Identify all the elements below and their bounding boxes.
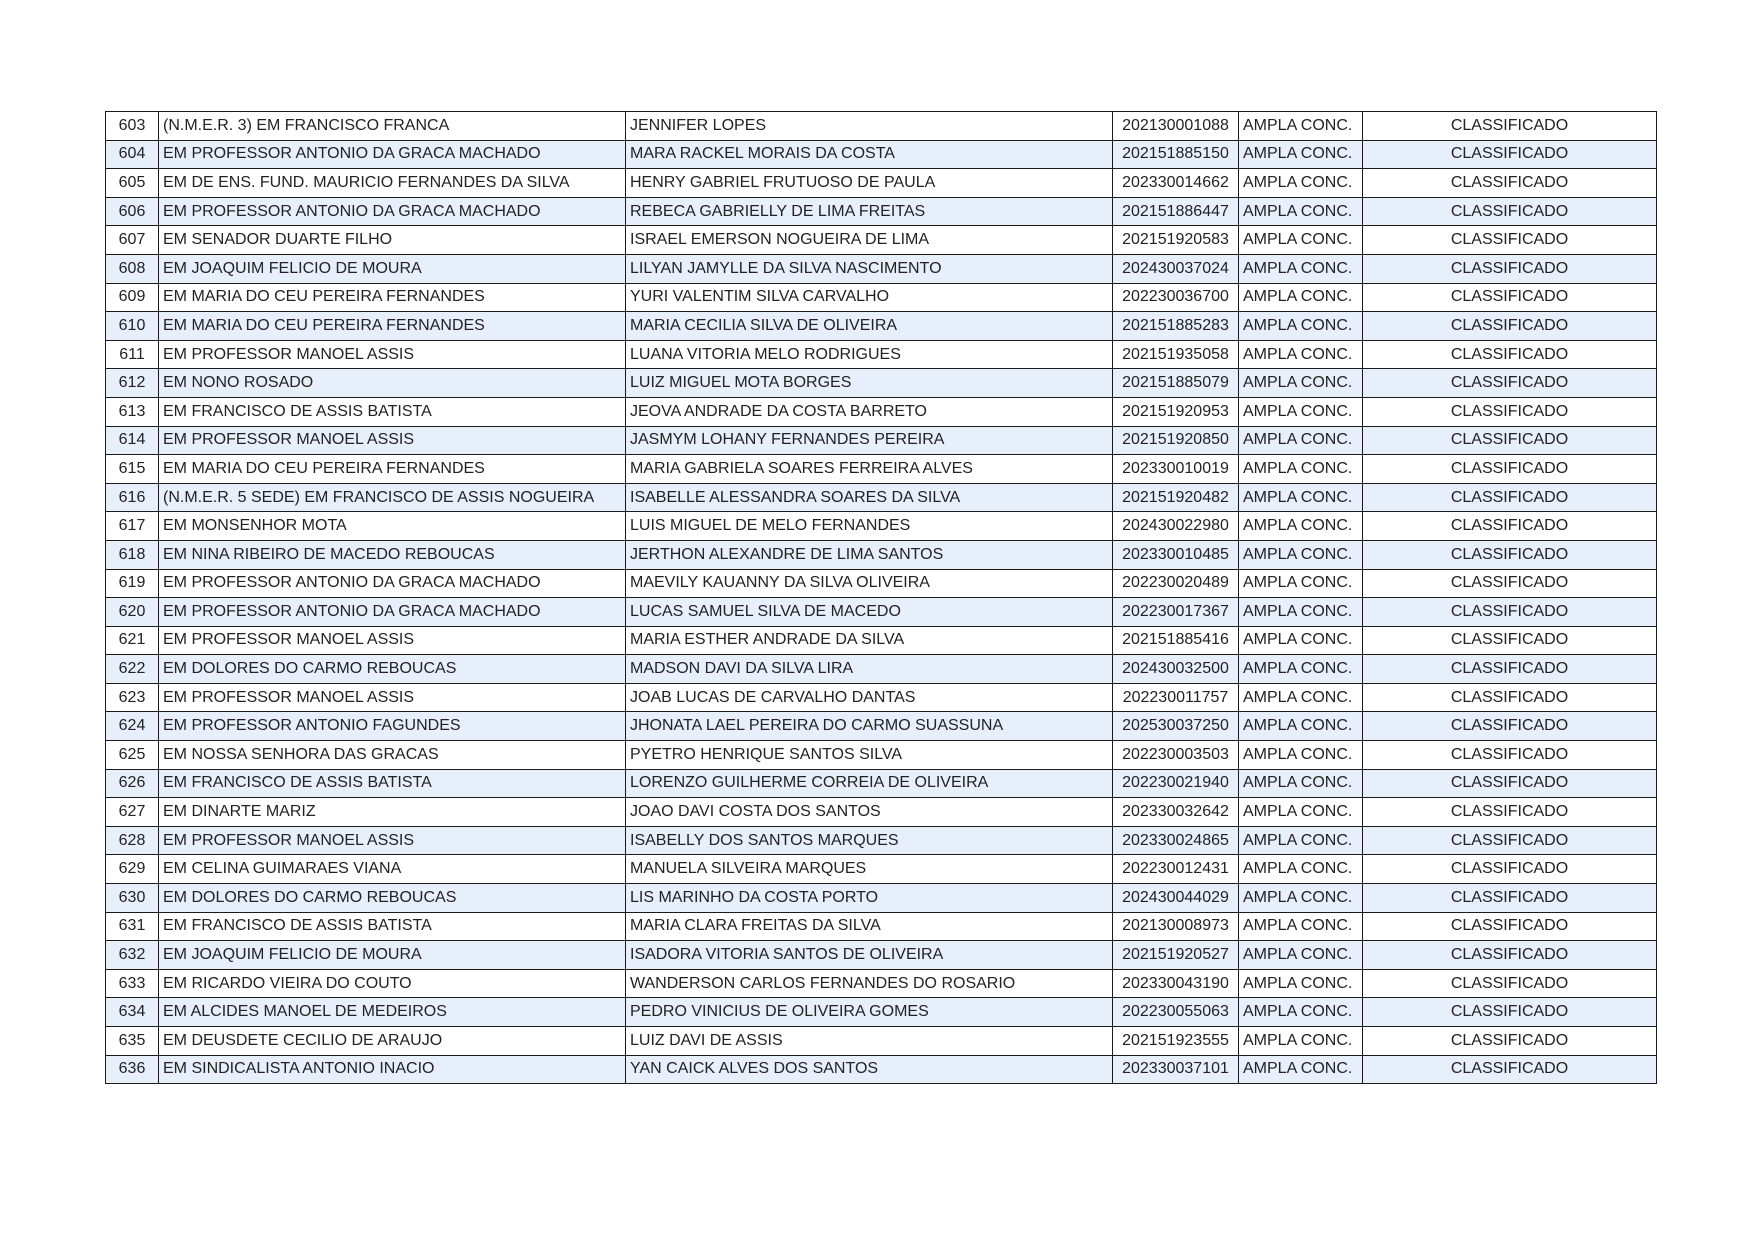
status-cell: CLASSIFICADO xyxy=(1363,540,1657,569)
school-cell: (N.M.E.R. 5 SEDE) EM FRANCISCO DE ASSIS NOGUEIRA xyxy=(159,483,626,512)
row-number-cell: 610 xyxy=(106,312,159,341)
student-name-cell: JOAB LUCAS DE CARVALHO DANTAS xyxy=(626,683,1113,712)
school-cell: EM NINA RIBEIRO DE MACEDO REBOUCAS xyxy=(159,540,626,569)
quota-cell: AMPLA CONC. xyxy=(1239,941,1363,970)
status-cell: CLASSIFICADO xyxy=(1363,798,1657,827)
quota-cell: AMPLA CONC. xyxy=(1239,769,1363,798)
registration-cell: 202330014662 xyxy=(1113,169,1239,198)
student-name-cell: MAEVILY KAUANNY DA SILVA OLIVEIRA xyxy=(626,569,1113,598)
school-cell: EM PROFESSOR MANOEL ASSIS xyxy=(159,426,626,455)
table-row xyxy=(106,941,1657,970)
school-cell: EM MARIA DO CEU PEREIRA FERNANDES xyxy=(159,312,626,341)
status-cell: CLASSIFICADO xyxy=(1363,741,1657,770)
registration-cell: 202430032500 xyxy=(1113,655,1239,684)
school-cell: EM ALCIDES MANOEL DE MEDEIROS xyxy=(159,998,626,1027)
registration-cell: 202430022980 xyxy=(1113,512,1239,541)
row-number-cell: 613 xyxy=(106,397,159,426)
school-cell: (N.M.E.R. 3) EM FRANCISCO FRANCA xyxy=(159,112,626,141)
quota-cell: AMPLA CONC. xyxy=(1239,455,1363,484)
status-cell: CLASSIFICADO xyxy=(1363,626,1657,655)
table-row xyxy=(106,741,1657,770)
table-row xyxy=(106,826,1657,855)
table-row xyxy=(106,569,1657,598)
row-number-cell: 604 xyxy=(106,140,159,169)
student-name-cell: MARIA ESTHER ANDRADE DA SILVA xyxy=(626,626,1113,655)
student-name-cell: ISADORA VITORIA SANTOS DE OLIVEIRA xyxy=(626,941,1113,970)
registration-cell: 202230020489 xyxy=(1113,569,1239,598)
quota-cell: AMPLA CONC. xyxy=(1239,112,1363,141)
quota-cell: AMPLA CONC. xyxy=(1239,540,1363,569)
school-cell: EM PROFESSOR MANOEL ASSIS xyxy=(159,626,626,655)
quota-cell: AMPLA CONC. xyxy=(1239,426,1363,455)
school-cell: EM MONSENHOR MOTA xyxy=(159,512,626,541)
status-cell: CLASSIFICADO xyxy=(1363,512,1657,541)
table-row xyxy=(106,369,1657,398)
school-cell: EM JOAQUIM FELICIO DE MOURA xyxy=(159,254,626,283)
row-number-cell: 628 xyxy=(106,826,159,855)
quota-cell: AMPLA CONC. xyxy=(1239,569,1363,598)
table-row xyxy=(106,455,1657,484)
quota-cell: AMPLA CONC. xyxy=(1239,197,1363,226)
student-name-cell: LORENZO GUILHERME CORREIA DE OLIVEIRA xyxy=(626,769,1113,798)
row-number-cell: 611 xyxy=(106,340,159,369)
school-cell: EM DOLORES DO CARMO REBOUCAS xyxy=(159,655,626,684)
registration-cell: 202430044029 xyxy=(1113,884,1239,913)
student-name-cell: PYETRO HENRIQUE SANTOS SILVA xyxy=(626,741,1113,770)
table-row xyxy=(106,540,1657,569)
status-cell: CLASSIFICADO xyxy=(1363,598,1657,627)
school-cell: EM RICARDO VIEIRA DO COUTO xyxy=(159,969,626,998)
status-cell: CLASSIFICADO xyxy=(1363,397,1657,426)
school-cell: EM PROFESSOR MANOEL ASSIS xyxy=(159,683,626,712)
status-cell: CLASSIFICADO xyxy=(1363,226,1657,255)
status-cell: CLASSIFICADO xyxy=(1363,826,1657,855)
status-cell: CLASSIFICADO xyxy=(1363,683,1657,712)
table-row xyxy=(106,798,1657,827)
student-name-cell: ISRAEL EMERSON NOGUEIRA DE LIMA xyxy=(626,226,1113,255)
table-row xyxy=(106,1055,1657,1084)
student-name-cell: JHONATA LAEL PEREIRA DO CARMO SUASSUNA xyxy=(626,712,1113,741)
quota-cell: AMPLA CONC. xyxy=(1239,626,1363,655)
row-number-cell: 634 xyxy=(106,998,159,1027)
quota-cell: AMPLA CONC. xyxy=(1239,369,1363,398)
row-number-cell: 624 xyxy=(106,712,159,741)
row-number-cell: 636 xyxy=(106,1055,159,1084)
student-name-cell: HENRY GABRIEL FRUTUOSO DE PAULA xyxy=(626,169,1113,198)
student-name-cell: LIS MARINHO DA COSTA PORTO xyxy=(626,884,1113,913)
school-cell: EM MARIA DO CEU PEREIRA FERNANDES xyxy=(159,455,626,484)
school-cell: EM SENADOR DUARTE FILHO xyxy=(159,226,626,255)
quota-cell: AMPLA CONC. xyxy=(1239,826,1363,855)
student-name-cell: YAN CAICK ALVES DOS SANTOS xyxy=(626,1055,1113,1084)
table-row xyxy=(106,884,1657,913)
quota-cell: AMPLA CONC. xyxy=(1239,483,1363,512)
quota-cell: AMPLA CONC. xyxy=(1239,912,1363,941)
table-row xyxy=(106,112,1657,141)
school-cell: EM PROFESSOR ANTONIO DA GRACA MACHADO xyxy=(159,140,626,169)
registration-cell: 202151920527 xyxy=(1113,941,1239,970)
registration-cell: 202151885283 xyxy=(1113,312,1239,341)
table-row xyxy=(106,340,1657,369)
school-cell: EM FRANCISCO DE ASSIS BATISTA xyxy=(159,769,626,798)
row-number-cell: 626 xyxy=(106,769,159,798)
quota-cell: AMPLA CONC. xyxy=(1239,397,1363,426)
registration-cell: 202151935058 xyxy=(1113,340,1239,369)
row-number-cell: 632 xyxy=(106,941,159,970)
status-cell: CLASSIFICADO xyxy=(1363,912,1657,941)
quota-cell: AMPLA CONC. xyxy=(1239,712,1363,741)
quota-cell: AMPLA CONC. xyxy=(1239,884,1363,913)
student-name-cell: ISABELLY DOS SANTOS MARQUES xyxy=(626,826,1113,855)
school-cell: EM NOSSA SENHORA DAS GRACAS xyxy=(159,741,626,770)
school-cell: EM MARIA DO CEU PEREIRA FERNANDES xyxy=(159,283,626,312)
quota-cell: AMPLA CONC. xyxy=(1239,169,1363,198)
quota-cell: AMPLA CONC. xyxy=(1239,226,1363,255)
registration-cell: 202130001088 xyxy=(1113,112,1239,141)
table-row xyxy=(106,397,1657,426)
table-row xyxy=(106,855,1657,884)
table-row xyxy=(106,683,1657,712)
student-name-cell: LUIZ DAVI DE ASSIS xyxy=(626,1027,1113,1056)
student-name-cell: LUANA VITORIA MELO RODRIGUES xyxy=(626,340,1113,369)
row-number-cell: 605 xyxy=(106,169,159,198)
status-cell: CLASSIFICADO xyxy=(1363,855,1657,884)
table-row xyxy=(106,655,1657,684)
school-cell: EM PROFESSOR MANOEL ASSIS xyxy=(159,826,626,855)
student-name-cell: JERTHON ALEXANDRE DE LIMA SANTOS xyxy=(626,540,1113,569)
status-cell: CLASSIFICADO xyxy=(1363,169,1657,198)
student-name-cell: PEDRO VINICIUS DE OLIVEIRA GOMES xyxy=(626,998,1113,1027)
status-cell: CLASSIFICADO xyxy=(1363,197,1657,226)
registration-cell: 202530037250 xyxy=(1113,712,1239,741)
registration-cell: 202330010019 xyxy=(1113,455,1239,484)
table-row xyxy=(106,226,1657,255)
row-number-cell: 615 xyxy=(106,455,159,484)
student-name-cell: LILYAN JAMYLLE DA SILVA NASCIMENTO xyxy=(626,254,1113,283)
classification-table-body xyxy=(106,112,1657,1084)
registration-cell: 202151885416 xyxy=(1113,626,1239,655)
student-name-cell: MARA RACKEL MORAIS DA COSTA xyxy=(626,140,1113,169)
status-cell: CLASSIFICADO xyxy=(1363,254,1657,283)
registration-cell: 202151920583 xyxy=(1113,226,1239,255)
classification-table xyxy=(105,111,1657,1084)
school-cell: EM DEUSDETE CECILIO DE ARAUJO xyxy=(159,1027,626,1056)
school-cell: EM FRANCISCO DE ASSIS BATISTA xyxy=(159,912,626,941)
school-cell: EM FRANCISCO DE ASSIS BATISTA xyxy=(159,397,626,426)
table-row xyxy=(106,969,1657,998)
student-name-cell: WANDERSON CARLOS FERNANDES DO ROSARIO xyxy=(626,969,1113,998)
registration-cell: 202151920953 xyxy=(1113,397,1239,426)
student-name-cell: JEOVA ANDRADE DA COSTA BARRETO xyxy=(626,397,1113,426)
student-name-cell: JOAO DAVI COSTA DOS SANTOS xyxy=(626,798,1113,827)
school-cell: EM DE ENS. FUND. MAURICIO FERNANDES DA SILVA xyxy=(159,169,626,198)
row-number-cell: 620 xyxy=(106,598,159,627)
quota-cell: AMPLA CONC. xyxy=(1239,969,1363,998)
row-number-cell: 608 xyxy=(106,254,159,283)
row-number-cell: 614 xyxy=(106,426,159,455)
row-number-cell: 625 xyxy=(106,741,159,770)
status-cell: CLASSIFICADO xyxy=(1363,312,1657,341)
school-cell: EM CELINA GUIMARAES VIANA xyxy=(159,855,626,884)
student-name-cell: REBECA GABRIELLY DE LIMA FREITAS xyxy=(626,197,1113,226)
row-number-cell: 630 xyxy=(106,884,159,913)
registration-cell: 202330010485 xyxy=(1113,540,1239,569)
row-number-cell: 619 xyxy=(106,569,159,598)
table-row xyxy=(106,998,1657,1027)
quota-cell: AMPLA CONC. xyxy=(1239,598,1363,627)
school-cell: EM JOAQUIM FELICIO DE MOURA xyxy=(159,941,626,970)
school-cell: EM SINDICALISTA ANTONIO INACIO xyxy=(159,1055,626,1084)
table-row xyxy=(106,598,1657,627)
row-number-cell: 627 xyxy=(106,798,159,827)
quota-cell: AMPLA CONC. xyxy=(1239,340,1363,369)
row-number-cell: 623 xyxy=(106,683,159,712)
status-cell: CLASSIFICADO xyxy=(1363,1027,1657,1056)
student-name-cell: MADSON DAVI DA SILVA LIRA xyxy=(626,655,1113,684)
student-name-cell: MARIA CLARA FREITAS DA SILVA xyxy=(626,912,1113,941)
table-row xyxy=(106,254,1657,283)
student-name-cell: MARIA GABRIELA SOARES FERREIRA ALVES xyxy=(626,455,1113,484)
quota-cell: AMPLA CONC. xyxy=(1239,1055,1363,1084)
registration-cell: 202130008973 xyxy=(1113,912,1239,941)
table-row xyxy=(106,512,1657,541)
status-cell: CLASSIFICADO xyxy=(1363,712,1657,741)
row-number-cell: 609 xyxy=(106,283,159,312)
row-number-cell: 606 xyxy=(106,197,159,226)
registration-cell: 202330032642 xyxy=(1113,798,1239,827)
row-number-cell: 607 xyxy=(106,226,159,255)
school-cell: EM PROFESSOR MANOEL ASSIS xyxy=(159,340,626,369)
registration-cell: 202230021940 xyxy=(1113,769,1239,798)
table-row xyxy=(106,169,1657,198)
status-cell: CLASSIFICADO xyxy=(1363,998,1657,1027)
status-cell: CLASSIFICADO xyxy=(1363,769,1657,798)
registration-cell: 202151920482 xyxy=(1113,483,1239,512)
student-name-cell: JASMYM LOHANY FERNANDES PEREIRA xyxy=(626,426,1113,455)
student-name-cell: ISABELLE ALESSANDRA SOARES DA SILVA xyxy=(626,483,1113,512)
row-number-cell: 618 xyxy=(106,540,159,569)
status-cell: CLASSIFICADO xyxy=(1363,140,1657,169)
table-row xyxy=(106,626,1657,655)
table-row xyxy=(106,426,1657,455)
registration-cell: 202151885150 xyxy=(1113,140,1239,169)
row-number-cell: 617 xyxy=(106,512,159,541)
row-number-cell: 633 xyxy=(106,969,159,998)
status-cell: CLASSIFICADO xyxy=(1363,340,1657,369)
quota-cell: AMPLA CONC. xyxy=(1239,1027,1363,1056)
table-row xyxy=(106,312,1657,341)
student-name-cell: LUIZ MIGUEL MOTA BORGES xyxy=(626,369,1113,398)
quota-cell: AMPLA CONC. xyxy=(1239,655,1363,684)
row-number-cell: 629 xyxy=(106,855,159,884)
quota-cell: AMPLA CONC. xyxy=(1239,283,1363,312)
quota-cell: AMPLA CONC. xyxy=(1239,683,1363,712)
row-number-cell: 603 xyxy=(106,112,159,141)
student-name-cell: LUCAS SAMUEL SILVA DE MACEDO xyxy=(626,598,1113,627)
status-cell: CLASSIFICADO xyxy=(1363,483,1657,512)
status-cell: CLASSIFICADO xyxy=(1363,884,1657,913)
quota-cell: AMPLA CONC. xyxy=(1239,254,1363,283)
student-name-cell: MARIA CECILIA SILVA DE OLIVEIRA xyxy=(626,312,1113,341)
status-cell: CLASSIFICADO xyxy=(1363,969,1657,998)
table-row xyxy=(106,769,1657,798)
row-number-cell: 616 xyxy=(106,483,159,512)
table-row xyxy=(106,140,1657,169)
registration-cell: 202151886447 xyxy=(1113,197,1239,226)
registration-cell: 202230011757 xyxy=(1113,683,1239,712)
student-name-cell: YURI VALENTIM SILVA CARVALHO xyxy=(626,283,1113,312)
student-name-cell: LUIS MIGUEL DE MELO FERNANDES xyxy=(626,512,1113,541)
status-cell: CLASSIFICADO xyxy=(1363,426,1657,455)
registration-cell: 202430037024 xyxy=(1113,254,1239,283)
status-cell: CLASSIFICADO xyxy=(1363,283,1657,312)
status-cell: CLASSIFICADO xyxy=(1363,369,1657,398)
registration-cell: 202330024865 xyxy=(1113,826,1239,855)
row-number-cell: 621 xyxy=(106,626,159,655)
status-cell: CLASSIFICADO xyxy=(1363,569,1657,598)
registration-cell: 202330043190 xyxy=(1113,969,1239,998)
registration-cell: 202230036700 xyxy=(1113,283,1239,312)
student-name-cell: MANUELA SILVEIRA MARQUES xyxy=(626,855,1113,884)
school-cell: EM PROFESSOR ANTONIO DA GRACA MACHADO xyxy=(159,598,626,627)
quota-cell: AMPLA CONC. xyxy=(1239,855,1363,884)
school-cell: EM NONO ROSADO xyxy=(159,369,626,398)
quota-cell: AMPLA CONC. xyxy=(1239,998,1363,1027)
school-cell: EM PROFESSOR ANTONIO FAGUNDES xyxy=(159,712,626,741)
row-number-cell: 631 xyxy=(106,912,159,941)
status-cell: CLASSIFICADO xyxy=(1363,1055,1657,1084)
table-row xyxy=(106,912,1657,941)
registration-cell: 202230055063 xyxy=(1113,998,1239,1027)
registration-cell: 202330037101 xyxy=(1113,1055,1239,1084)
status-cell: CLASSIFICADO xyxy=(1363,112,1657,141)
table-row xyxy=(106,712,1657,741)
registration-cell: 202151885079 xyxy=(1113,369,1239,398)
school-cell: EM PROFESSOR ANTONIO DA GRACA MACHADO xyxy=(159,569,626,598)
table-row xyxy=(106,1027,1657,1056)
quota-cell: AMPLA CONC. xyxy=(1239,741,1363,770)
row-number-cell: 622 xyxy=(106,655,159,684)
registration-cell: 202230017367 xyxy=(1113,598,1239,627)
school-cell: EM PROFESSOR ANTONIO DA GRACA MACHADO xyxy=(159,197,626,226)
status-cell: CLASSIFICADO xyxy=(1363,655,1657,684)
student-name-cell: JENNIFER LOPES xyxy=(626,112,1113,141)
registration-cell: 202151923555 xyxy=(1113,1027,1239,1056)
registration-cell: 202230012431 xyxy=(1113,855,1239,884)
school-cell: EM DOLORES DO CARMO REBOUCAS xyxy=(159,884,626,913)
quota-cell: AMPLA CONC. xyxy=(1239,312,1363,341)
school-cell: EM DINARTE MARIZ xyxy=(159,798,626,827)
table-row xyxy=(106,197,1657,226)
status-cell: CLASSIFICADO xyxy=(1363,455,1657,484)
registration-cell: 202230003503 xyxy=(1113,741,1239,770)
status-cell: CLASSIFICADO xyxy=(1363,941,1657,970)
quota-cell: AMPLA CONC. xyxy=(1239,512,1363,541)
row-number-cell: 635 xyxy=(106,1027,159,1056)
table-row xyxy=(106,483,1657,512)
row-number-cell: 612 xyxy=(106,369,159,398)
quota-cell: AMPLA CONC. xyxy=(1239,798,1363,827)
registration-cell: 202151920850 xyxy=(1113,426,1239,455)
table-row xyxy=(106,283,1657,312)
quota-cell: AMPLA CONC. xyxy=(1239,140,1363,169)
